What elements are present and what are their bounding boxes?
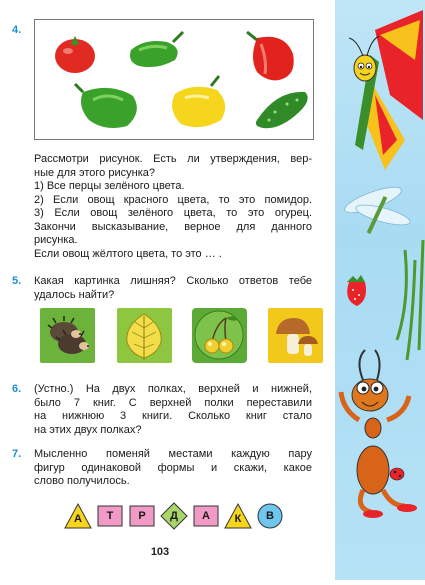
task-4-number: 4. [12,24,22,36]
square-shape [96,502,124,530]
diamond-shape [160,502,188,530]
cucumber-icon [256,92,308,128]
text-line: Какая картинка лишняя? Сколько ответов тебе [34,275,312,287]
triangle-shape [224,502,252,530]
shape-letter: Р [138,510,146,522]
square-shape [192,502,220,530]
text-line: ные для этого рисунка? [34,166,155,179]
card-leaf [117,308,172,363]
task-4-text [34,153,312,261]
letter-shapes-row [64,502,304,534]
text-line: Мысленно поменяй местами каждую пару [34,448,312,460]
text-line: Закончи высказывание, верное для данного [34,220,312,233]
text-line: рисунка. [34,234,78,246]
side-illustration [335,0,425,580]
task-5-number: 5. [12,275,22,287]
triangle-shape [64,502,92,530]
vegetables-picture [34,19,314,140]
shape-letter: А [202,510,210,522]
shape-letter: Д [170,510,178,522]
text-line: 2) Если овощ красного цвета, то это помидор. [34,193,312,206]
card-mushrooms [268,308,323,363]
ant-icon [341,350,417,518]
yellow-pepper-icon [172,76,225,127]
shape-letter: В [266,510,274,522]
strawberry-icon [347,275,366,306]
task-7-number: 7. [12,448,22,460]
page-number: 103 [150,546,170,558]
text-line: фигур одинаковой формы и скажи, какое [34,461,312,474]
text-line: Если овощ жёлтого цвета, то это … . [34,247,222,260]
red-pepper-icon [247,32,294,80]
card-cherries [192,308,247,363]
butterfly-icon [349,10,423,170]
text-line: (Устно.) На двух полках, верхней и нижней, [34,383,312,395]
square-shape [128,502,156,530]
text-line: удалось найти? [34,288,115,301]
text-line: на нижнюю 3 книги. Сколько книг стало [34,410,312,422]
green-pepper-icon [130,32,183,67]
text-line: слово получилось. [34,475,130,487]
circle-shape [256,502,284,530]
tomato-icon [55,36,95,73]
task-6-text [34,383,312,437]
ladybug-icon [390,468,404,480]
shape-letter: Т [106,510,114,522]
shape-letter: А [74,513,82,525]
cherries-icon [192,308,247,363]
green-pepper-icon [75,84,137,128]
card-hedgehogs [40,308,95,363]
task-5-text [34,275,312,302]
text-line: на этих двух полках? [34,423,142,436]
text-line: 3) Если овощ зелёного цвета, то это огурец. [34,207,312,219]
task-6-number: 6. [12,383,22,395]
dragonfly-icon [342,182,412,234]
hedgehogs-icon [40,308,95,363]
shape-letter: К [234,513,242,525]
text-line: было 7 книг. С верхней полки переставили [34,396,312,409]
task-7-text [34,448,312,489]
text-line: 1) Все перцы зелёного цвета. [34,180,185,192]
text-line: Рассмотри рисунок. Есть ли утверждения, вер- [34,153,312,165]
leaf-icon [117,308,172,363]
mushrooms-icon [268,308,323,363]
